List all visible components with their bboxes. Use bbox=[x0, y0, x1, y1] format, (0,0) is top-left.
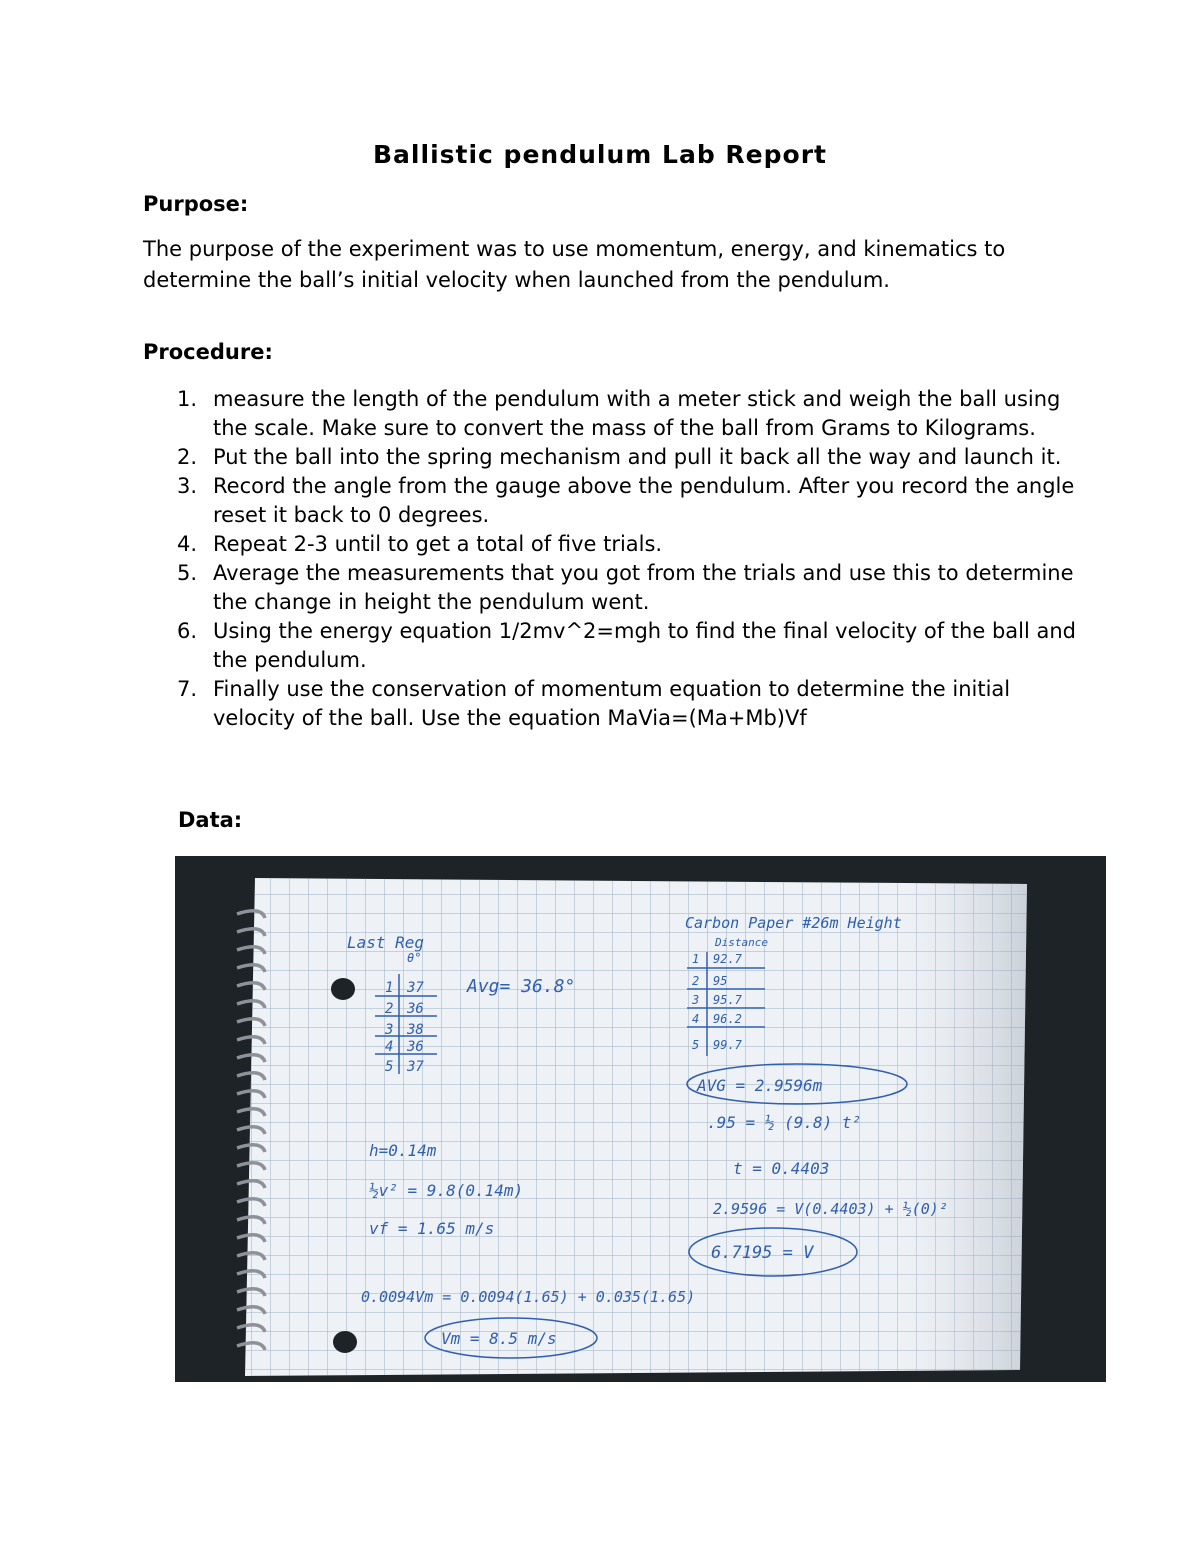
hole-mark bbox=[331, 978, 355, 1000]
right-header: Carbon Paper #26m Height bbox=[685, 914, 902, 932]
left-table-cell: 1 bbox=[385, 980, 394, 996]
left-table-cell: 38 bbox=[407, 1022, 424, 1038]
step-number: 3. bbox=[177, 474, 198, 498]
step-text: measure the length of the pendulum with a meter stick and weigh the ball using the scale. Make sure to convert the mass of the ball from Grams to Kilograms. bbox=[213, 387, 1061, 440]
notebook-photo-drawing bbox=[175, 856, 1106, 1382]
right-table-cell: 3 bbox=[692, 993, 700, 1007]
step-number: 7. bbox=[177, 677, 198, 701]
step-text: Using the energy equation 1/2mv^2=mgh to find the final velocity of the ball and the pendulum. bbox=[213, 619, 1076, 672]
right-table-cell: 96.2 bbox=[713, 1012, 742, 1026]
procedure-list bbox=[177, 385, 1083, 733]
right-table-cell: 92.7 bbox=[713, 952, 742, 966]
step-number: 6. bbox=[177, 619, 198, 643]
procedure-step bbox=[177, 443, 1083, 472]
procedure-step bbox=[177, 675, 1083, 733]
purpose-text: The purpose of the experiment was to use momentum, energy, and kinematics to determine the ball’s initial velocity when launched from the pendulum. bbox=[143, 237, 1006, 292]
momentum-equation: 0.0094Vm = 0.0094(1.65) + 0.035(1.65) bbox=[361, 1288, 696, 1306]
purpose-heading: Purpose: bbox=[143, 192, 249, 216]
procedure-step bbox=[177, 472, 1083, 530]
left-table-cell: 36 bbox=[407, 1001, 424, 1017]
procedure-step bbox=[177, 617, 1083, 675]
left-table-title: Last Reg bbox=[347, 933, 425, 952]
right-table-cell: 4 bbox=[692, 1012, 700, 1026]
average-distance: AVG = 2.9596m bbox=[697, 1076, 823, 1095]
right-table-cell: 99.7 bbox=[713, 1038, 742, 1052]
procedure-step bbox=[177, 559, 1083, 617]
velocity-result: 6.7195 = V bbox=[711, 1243, 814, 1263]
average-angle: Avg= 36.8° bbox=[467, 976, 576, 997]
velocity-equation: 2.9596 = V(0.4403) + ½(0)² bbox=[713, 1200, 948, 1218]
step-number: 4. bbox=[177, 532, 198, 556]
step-text: Average the measurements that you got from the trials and use this to determine the change in height the pendulum went. bbox=[213, 561, 1074, 614]
step-number: 2. bbox=[177, 445, 198, 469]
step-text: Repeat 2-3 until to get a total of five trials. bbox=[213, 532, 663, 556]
final-velocity: vf = 1.65 m/s bbox=[369, 1219, 495, 1238]
step-number: 1. bbox=[177, 387, 198, 411]
energy-equation: ½v² = 9.8(0.14m) bbox=[369, 1181, 524, 1200]
left-table-cell: 4 bbox=[385, 1039, 394, 1055]
left-table-cell: 3 bbox=[385, 1022, 394, 1038]
procedure-step bbox=[177, 530, 1083, 559]
step-text: Finally use the conservation of momentum equation to determine the initial velocity of the ball. Use the equation MaVia=(Ma+Mb)Vf bbox=[213, 677, 1011, 730]
left-table-unit: θ° bbox=[407, 951, 422, 965]
left-table-cell: 37 bbox=[407, 1059, 424, 1075]
left-table-cell: 36 bbox=[407, 1039, 424, 1055]
step-text: Record the angle from the gauge above the pendulum. After you record the angle reset it back to 0 degrees. bbox=[213, 474, 1075, 527]
time-result: t = 0.4403 bbox=[733, 1159, 830, 1178]
right-table-cell: 2 bbox=[692, 974, 700, 988]
procedure-step bbox=[177, 385, 1083, 443]
ball-velocity: Vm = 8.5 m/s bbox=[441, 1329, 557, 1348]
report-title: Ballistic pendulum Lab Report bbox=[373, 140, 827, 169]
right-table-title: Distance bbox=[715, 936, 768, 949]
right-table-cell: 1 bbox=[692, 952, 700, 966]
right-table-cell: 95.7 bbox=[713, 993, 742, 1007]
hole-mark bbox=[333, 1331, 357, 1353]
left-table-cell: 5 bbox=[385, 1059, 394, 1075]
right-table-cell: 95 bbox=[713, 974, 728, 988]
left-table-cell: 37 bbox=[407, 980, 424, 996]
notebook-photo bbox=[175, 856, 1106, 1382]
step-text: Put the ball into the spring mechanism and pull it back all the way and launch it. bbox=[213, 445, 1062, 469]
fall-equation: .95 = ½ (9.8) t² bbox=[707, 1113, 862, 1132]
step-number: 5. bbox=[177, 561, 198, 585]
data-heading: Data: bbox=[178, 808, 243, 832]
right-table-cell: 5 bbox=[692, 1038, 700, 1052]
procedure-heading: Procedure: bbox=[143, 340, 273, 364]
left-table-cell: 2 bbox=[385, 1001, 394, 1017]
height-value: h=0.14m bbox=[369, 1141, 437, 1160]
